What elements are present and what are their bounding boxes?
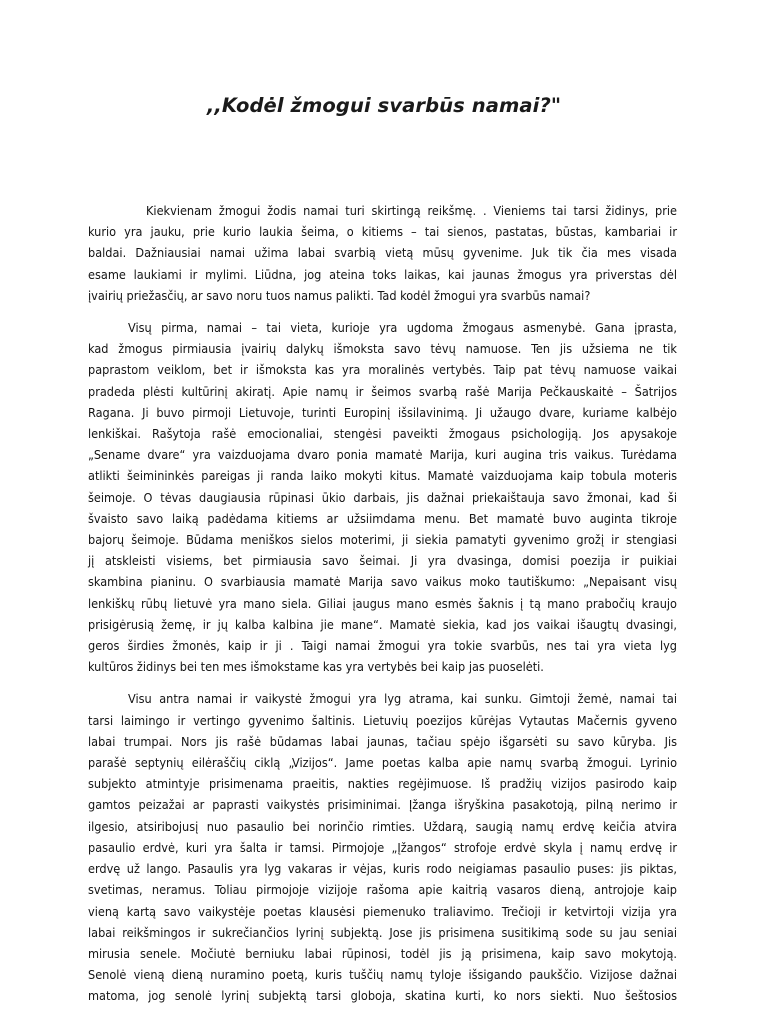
text-line: subjekto atmintyje prisimenama praeitis, nakties regėjimuose. Iš pradžių vizijos pasirodo kaip	[88, 776, 677, 792]
text-line: mirusia senele. Močiutė berniuku labai rūpinosi, todėl jis ją prisimena, kaip savo mokytoją.	[88, 945, 677, 961]
document-title: ,,Kodėl žmogui svarbūs namai?"	[206, 94, 562, 117]
text-line: gamtos peizažai ar paprasti vaikystės prisiminimai. Įžanga išryškina pasakotoją, pilną nerimo ir	[88, 797, 677, 813]
text-line: labai trumpai. Nors jis rašė būdamas labai jaunas, tačiau spėjo išgarsėti su savo kūryba. Jis	[88, 733, 677, 749]
paragraph	[88, 688, 677, 1006]
text-line: geros širdies žmonės, kaip ir ji . Taigi namai žmogui yra tokie svarbūs, nes tai yra vieta lyg	[88, 638, 677, 654]
text-line: jį atskleisti visiems, bet pirmiausia savo šeimai. Ji yra dvasinga, domisi poezija ir puikiai	[88, 553, 677, 569]
text-line: svetimas, neramus. Toliau pirmojoje vizijoje rašoma apie kaitrią vasaros dieną, antrojoje kaip	[88, 882, 677, 898]
text-line: įvairių priežasčių, ar savo noru tuos namus palikti. Tad kodėl žmogui yra svarbūs namai?	[88, 287, 591, 303]
text-line: Senolė vieną dieną nuramino poetą, kuris tuščių namų tyloje išsigando paukščio. Vizijose dažnai	[88, 967, 677, 983]
text-line: pradeda plėsti kultūrinį akiratį. Apie namų ir šeimos svarbą rašė Marija Pečkauskaitė – Šatrijos	[88, 383, 677, 399]
text-line: bajorų šeimoje. Būdama meniškos sielos moterimi, ji siekia pamatyti gyvenimo grožį ir stengiasi	[88, 532, 677, 548]
text-line: vieną kartą savo vaikystėje poetas klausėsi piemenuko traliavimo. Trečioji ir ketvirtoji vizija yra	[88, 903, 677, 919]
text-line: matoma, jog senolė lyrinį subjektą tarsi globoja, skatina kurti, ko nors siekti. Nuo šeštosios	[88, 988, 677, 1004]
text-line: parašė septynių eilėraščių ciklą „Vizijos“. Jame poetas kalba apie namų svarbą žmogui. Lyrinio	[88, 755, 677, 771]
text-line: skambina pianinu. O svarbiausia mamatė Marija savo vaikus moko tautiškumo: „Nepaisant visų	[88, 574, 677, 590]
text-line: pasaulio erdvė, kuri yra šalta ir tamsi. Pirmojoje „Įžangos“ strofoje erdvė skyla į namų erdvę ir	[88, 839, 677, 855]
text-line: labai reikšmingos ir sukrečiančios lyrinį subjektą. Jose jis prisimena susitikimą sode su jau seniai	[88, 924, 677, 940]
text-line: ilgesio, atsiribojusį nuo pasaulio bei norinčio rimties. Uždarą, saugią namų erdvę keičia atvira	[88, 818, 677, 834]
text-line: „Sename dvare“ yra vaizduojama dvaro ponia mamatė Marija, kuri augina tris vaikus. Turėdama	[88, 447, 677, 463]
document-body	[88, 200, 677, 1018]
text-line: atlikti šeimininkės pareigas ji randa laiko mokyti kitus. Mamatė vaizduojama kaip tobula moteris	[88, 468, 677, 484]
text-line: baldai. Dažniausiai namai užima labai svarbią vietą mūsų gyvenime. Juk tik čia mes visada	[88, 245, 677, 261]
text-line: esame laukiami ir mylimi. Liūdna, jog ateina toks laikas, kai jaunas žmogus yra priverstas dėl	[88, 266, 677, 282]
text-line: Visų pirma, namai – tai vieta, kurioje yra ugdoma žmogaus asmenybė. Gana įprasta,	[128, 320, 677, 336]
text-line: kultūros židinys bei ten mes išmokstame kas yra vertybės bei kaip jas puoselėti.	[88, 659, 544, 675]
text-line: Visu antra namai ir vaikystė žmogui yra lyg atrama, kai sunku. Gimtoji žemė, namai tai	[128, 691, 677, 707]
text-line: lenkiškų rūbų lietuvė yra mano siela. Giliai įaugus mano esmės šaknis į tą mano prabočių kraujo	[88, 595, 677, 611]
paragraph	[88, 200, 677, 306]
text-line: Kiekvienam žmogui žodis namai turi skirtingą reikšmę. . Vieniems tai tarsi židinys, prie	[146, 203, 677, 218]
text-line: Ragana. Ji buvo pirmoji Lietuvoje, turinti Europinį išsilavinimą. Ji užaugo dvare, kuriame kalbėjo	[88, 404, 677, 420]
text-line: kurio yra jauku, prie kurio laukia šeima, o kitiems – tai sienos, pastatas, būstas, kambariai ir	[88, 224, 677, 240]
text-line: lenkiškai. Rašytoja rašė emocionaliai, stengėsi paveikti žmogaus psichologiją. Jos apysakoje	[88, 426, 677, 442]
text-line: šeimoje. O tėvas daugiausia rūpinasi ūkio darbais, jis dažnai priekaištauja savo žmonai, kad ši	[88, 489, 677, 505]
text-line: švaisto savo laiką padėdama kitiems ar užsiimdama menu. Bet mamatė buvo auginta tikroje	[88, 510, 677, 526]
text-line: prisigėrusią žemę, ir jų kalba kalbina jie mane“. Mamatė siekia, kad jos vaikai išaugtų dvasingi,	[88, 616, 677, 632]
text-line: erdvę už lango. Pasaulis yra lyg vakaras ir vėjas, kuris rodo neigiamas pasaulio puses: jis piktas,	[88, 861, 677, 877]
text-line: paprastom veiklom, bet ir išmoksta kas yra moralinės vertybės. Taip pat tėvų namuose vaikai	[88, 362, 677, 378]
paragraph	[88, 317, 677, 677]
text-line: tarsi laimingo ir vertingo gyvenimo šaltinis. Lietuvių poezijos kūrėjas Vytautas Mačernis gyveno	[88, 712, 677, 728]
text-line: kad žmogus pirmiausia įvairių dalykų išmoksta savo tėvų namuose. Ten jis užsiema ne tik	[88, 341, 677, 357]
